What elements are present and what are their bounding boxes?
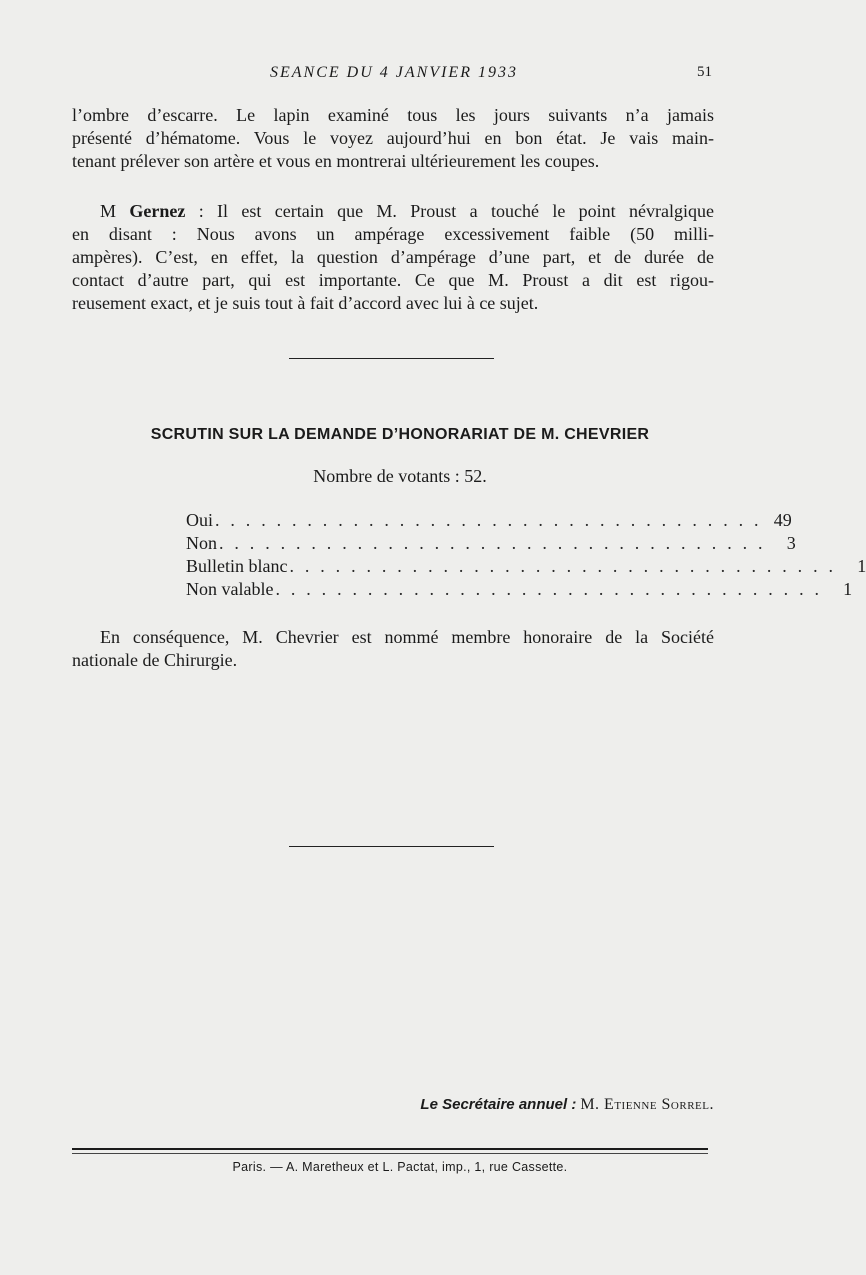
tally-label: Oui (186, 510, 213, 530)
imprint-text: Paris. — A. Maretheux et L. Pactat, imp., 1, rue Cassette. (232, 1160, 568, 1174)
signature-role: Le Secrétaire annuel : (420, 1096, 577, 1113)
leader-dots: . . . . . . . . . . . . . . . . . . . . . . . . . . . . . . . . . . . . (275, 579, 823, 599)
tally-label: Non valable (186, 579, 274, 599)
speaker-text: : Il est certain que M. Proust a touché le point névralgique (185, 201, 714, 221)
tally-row (186, 533, 796, 556)
text-line: En conséquence, M. Chevrier est nommé membre honoraire de la Société (100, 627, 714, 647)
scrutin-heading: SCRUTIN SUR LA DEMANDE D’HONORARIAT DE M. CHEVRIER (150, 426, 650, 443)
text-line: en disant : Nous avons un ampérage excessivement faible (50 milli- (72, 224, 714, 244)
text-line: contact d’autre part, qui est importante. Ce que M. Proust a dit est rigou- (72, 270, 714, 290)
paragraph-conclusion (72, 626, 714, 672)
text-line: nationale de Chirurgie. (72, 650, 238, 670)
tally-value: 49 (773, 510, 792, 530)
text-line: reusement exact, et je suis tout à fait d’accord avec lui à ce sujet. (72, 293, 539, 313)
signature-name: M. Etienne Sorrel. (580, 1096, 714, 1113)
text-line: présenté d’hématome. Vous le voyez aujourd’hui en bon état. Je vais main- (72, 128, 714, 148)
running-title: SEANCE DU 4 JANVIER 1933 (270, 64, 518, 81)
tally-row (186, 579, 853, 602)
vote-tally (186, 510, 866, 602)
text-line: ampères). C’est, en effet, la question d’ampérage d’une part, et de durée de (72, 247, 714, 267)
leader-dots: . . . . . . . . . . . . . . . . . . . . . . . . . . . . . . . . . . . . (219, 533, 766, 553)
tally-value: 3 (786, 533, 796, 553)
tally-value: 1 (857, 556, 866, 576)
running-header (0, 64, 800, 86)
signature (420, 1096, 714, 1114)
speaker-name: Gernez (129, 201, 186, 221)
text-line: l’ombre d’escarre. Le lapin examiné tous les jours suivants n’a jamais (72, 105, 714, 125)
tally-row (186, 510, 792, 533)
tally-value: 1 (843, 579, 853, 599)
tally-row (186, 556, 866, 579)
section-divider (289, 358, 494, 359)
tally-label: Non (186, 533, 217, 553)
printer-imprint (0, 1160, 800, 1174)
paragraph-gernez (72, 200, 714, 315)
tally-label: Bulletin blanc (186, 556, 288, 576)
text-line: tenant prélever son artère et vous en montrerai ultérieurement les coupes. (72, 151, 600, 171)
imprint-rule-thin (72, 1153, 708, 1154)
text-line (72, 200, 714, 223)
votants-count: Nombre de votants : 52. (313, 466, 487, 486)
imprint-rule (72, 1148, 708, 1150)
leader-dots: . . . . . . . . . . . . . . . . . . . . . . . . . . . . . . . . . . . . (289, 556, 837, 576)
leader-dots: . . . . . . . . . . . . . . . . . . . . . . . . . . . . . . . . . . . . (215, 510, 762, 530)
page-number: 51 (697, 64, 712, 80)
speaker-prefix: M (100, 201, 117, 221)
paragraph-continuation (72, 104, 714, 173)
section-divider (289, 846, 494, 847)
